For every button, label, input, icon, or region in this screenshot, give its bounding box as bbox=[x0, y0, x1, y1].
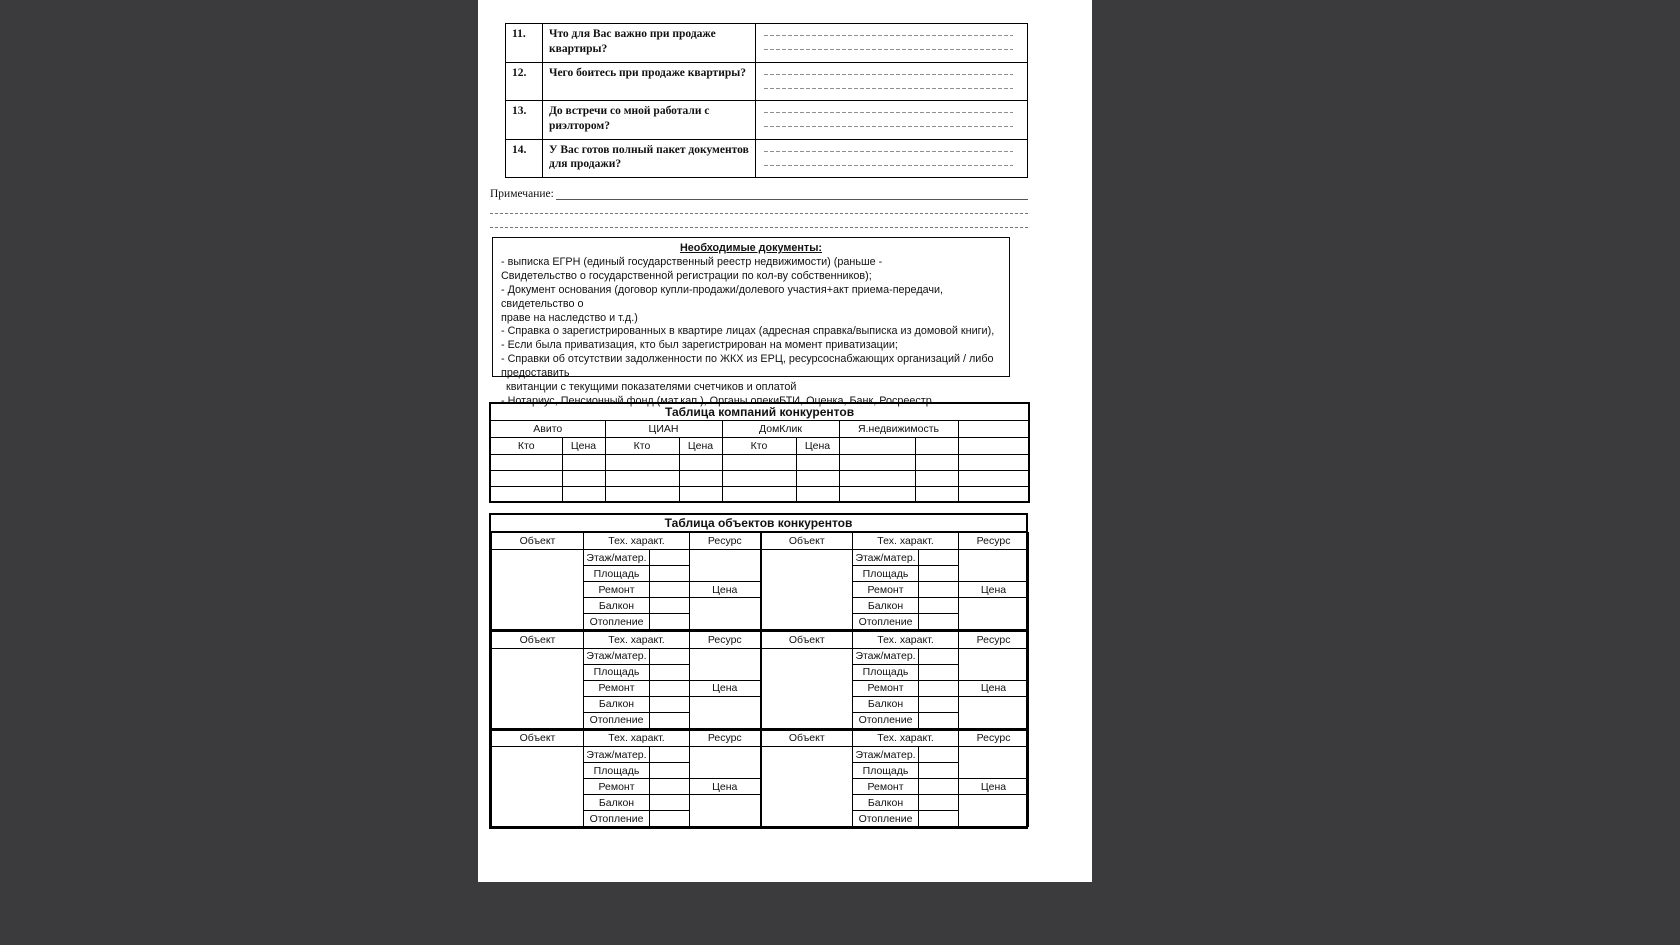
empty-cell bbox=[796, 486, 839, 502]
company-entry-row bbox=[490, 486, 1029, 502]
empty-cell bbox=[679, 454, 722, 470]
value-cell bbox=[919, 680, 959, 696]
companies-table-title: Таблица компаний конкурентов bbox=[490, 403, 1029, 420]
resource-cell bbox=[690, 795, 761, 827]
answer-line bbox=[764, 74, 1013, 75]
empty-cell bbox=[679, 470, 722, 486]
answer-line bbox=[764, 88, 1013, 89]
document-item: - выписка ЕГРН (единый государственный реестр недвижимости) (раньше - bbox=[501, 255, 883, 268]
empty-cell bbox=[839, 470, 915, 486]
tech-row bbox=[492, 747, 1029, 763]
value-cell bbox=[919, 582, 959, 598]
question-text: Что для Вас важно при продаже квартиры? bbox=[543, 24, 756, 63]
competitor-objects-table bbox=[489, 513, 1028, 829]
note-label: Примечание: bbox=[490, 188, 554, 200]
value-cell bbox=[650, 550, 690, 566]
empty-cell bbox=[722, 470, 796, 486]
answer-line bbox=[764, 112, 1013, 113]
row-label-area: Площадь bbox=[853, 566, 919, 582]
object-cell bbox=[761, 550, 853, 630]
object-header: Объект bbox=[492, 730, 584, 747]
tech-row bbox=[492, 648, 1029, 664]
row-label-repair: Ремонт bbox=[853, 680, 919, 696]
row-label-balcony: Балкон bbox=[584, 696, 650, 712]
empty-cell bbox=[915, 486, 958, 502]
value-cell bbox=[650, 712, 690, 728]
resource-cell bbox=[959, 795, 1029, 827]
row-label-floor: Этаж/матер. bbox=[853, 747, 919, 763]
object-header: Объект bbox=[761, 631, 853, 648]
answer-cell bbox=[756, 139, 1028, 178]
row-label-heating: Отопление bbox=[853, 712, 919, 728]
company-header-avito: Авито bbox=[490, 420, 605, 437]
note-write-line bbox=[490, 214, 1028, 228]
row-label-balcony: Балкон bbox=[584, 795, 650, 811]
row-label-area: Площадь bbox=[853, 664, 919, 680]
empty-cell bbox=[958, 486, 1029, 502]
empty-cell bbox=[562, 486, 605, 502]
tech-header: Тех. характ. bbox=[853, 730, 959, 747]
price-header: Цена bbox=[679, 437, 722, 454]
price-cell-label: Цена bbox=[959, 779, 1029, 795]
competitor-companies-table bbox=[489, 402, 1030, 503]
answer-cell bbox=[756, 101, 1028, 140]
object-block-table bbox=[491, 729, 1029, 828]
empty-header-cell bbox=[915, 437, 958, 454]
empty-cell bbox=[958, 470, 1029, 486]
table-title-row bbox=[490, 403, 1029, 420]
empty-cell bbox=[490, 454, 562, 470]
object-header: Объект bbox=[761, 730, 853, 747]
company-header-domclick: ДомКлик bbox=[722, 420, 839, 437]
object-header-row bbox=[492, 533, 1029, 550]
note-row bbox=[490, 186, 1028, 200]
document-item: квитанции с текущими показателями счетчиков и оплатой bbox=[506, 381, 797, 394]
value-cell bbox=[919, 811, 959, 827]
object-cell bbox=[761, 648, 853, 728]
tech-header: Тех. характ. bbox=[584, 533, 690, 550]
resource-header: Ресурс bbox=[959, 533, 1029, 550]
company-entry-row bbox=[490, 470, 1029, 486]
row-label-repair: Ремонт bbox=[853, 582, 919, 598]
answer-line bbox=[764, 49, 1013, 50]
object-header: Объект bbox=[761, 533, 853, 550]
price-header: Цена bbox=[796, 437, 839, 454]
object-cell bbox=[492, 550, 584, 630]
note-write-line bbox=[556, 199, 1028, 200]
who-price-header-row bbox=[490, 437, 1029, 454]
row-label-heating: Отопление bbox=[584, 712, 650, 728]
resource-cell bbox=[959, 747, 1029, 779]
value-cell bbox=[919, 664, 959, 680]
object-block bbox=[491, 532, 1026, 630]
question-row bbox=[506, 24, 1028, 63]
object-cell bbox=[492, 747, 584, 827]
empty-cell bbox=[490, 486, 562, 502]
resource-cell bbox=[690, 550, 761, 582]
question-row bbox=[506, 139, 1028, 178]
value-cell bbox=[650, 598, 690, 614]
row-label-area: Площадь bbox=[584, 763, 650, 779]
value-cell bbox=[650, 582, 690, 598]
row-label-area: Площадь bbox=[853, 763, 919, 779]
value-cell bbox=[919, 712, 959, 728]
row-label-area: Площадь bbox=[584, 566, 650, 582]
resource-header: Ресурс bbox=[690, 730, 761, 747]
answer-line bbox=[764, 151, 1013, 152]
tech-header: Тех. характ. bbox=[584, 730, 690, 747]
empty-cell bbox=[796, 454, 839, 470]
value-cell bbox=[919, 598, 959, 614]
answer-line bbox=[764, 165, 1013, 166]
price-cell-label: Цена bbox=[690, 779, 761, 795]
tech-header: Тех. характ. bbox=[584, 631, 690, 648]
value-cell bbox=[650, 795, 690, 811]
object-header-row bbox=[492, 631, 1029, 648]
empty-cell bbox=[915, 454, 958, 470]
resource-cell bbox=[959, 648, 1029, 680]
documents-box-title: Необходимые документы: bbox=[679, 242, 823, 254]
empty-cell bbox=[915, 470, 958, 486]
row-label-heating: Отопление bbox=[853, 614, 919, 630]
document-item: Свидетельство о государственной регистрации по кол-ву собственников); bbox=[501, 269, 872, 282]
value-cell bbox=[650, 763, 690, 779]
resource-header: Ресурс bbox=[959, 631, 1029, 648]
empty-cell bbox=[605, 454, 679, 470]
question-row bbox=[506, 101, 1028, 140]
value-cell bbox=[919, 566, 959, 582]
resource-cell bbox=[959, 550, 1029, 582]
who-header: Кто bbox=[605, 437, 679, 454]
row-label-balcony: Балкон bbox=[584, 598, 650, 614]
company-header-yandex: Я.недвижимость bbox=[839, 420, 958, 437]
value-cell bbox=[650, 664, 690, 680]
document-item: - Нотариус, Пенсионный фонд (мат.кап.), Органы опекиБТИ, Оценка, Банк, Росреестр bbox=[501, 394, 932, 407]
row-label-area: Площадь bbox=[584, 664, 650, 680]
row-label-balcony: Балкон bbox=[853, 696, 919, 712]
empty-cell bbox=[562, 454, 605, 470]
document-item: - Документ основания (договор купли-продажи/долевого участия+акт приема-передачи, свидетельство о bbox=[501, 283, 944, 310]
answer-cell bbox=[756, 24, 1028, 63]
question-row bbox=[506, 62, 1028, 101]
value-cell bbox=[650, 566, 690, 582]
document-item: - Справки об отсутствии задолженности по ЖКХ из ЕРЦ, ресурсоснабжающих организаций / либо предоставить bbox=[501, 353, 994, 380]
objects-table-title: Таблица объектов конкурентов bbox=[491, 515, 1026, 532]
price-cell-label: Цена bbox=[959, 680, 1029, 696]
company-header-cian: ЦИАН bbox=[605, 420, 722, 437]
tech-row bbox=[492, 550, 1029, 566]
empty-header-cell bbox=[958, 437, 1029, 454]
value-cell bbox=[650, 747, 690, 763]
value-cell bbox=[650, 779, 690, 795]
tech-header: Тех. характ. bbox=[853, 631, 959, 648]
empty-cell bbox=[796, 470, 839, 486]
value-cell bbox=[919, 550, 959, 566]
empty-cell bbox=[605, 470, 679, 486]
empty-cell bbox=[958, 454, 1029, 470]
empty-cell bbox=[605, 486, 679, 502]
questions-table bbox=[505, 23, 1028, 178]
note-write-line bbox=[490, 200, 1028, 214]
row-label-repair: Ремонт bbox=[853, 779, 919, 795]
resource-cell bbox=[690, 696, 761, 728]
value-cell bbox=[919, 614, 959, 630]
object-header-row bbox=[492, 730, 1029, 747]
row-label-floor: Этаж/матер. bbox=[584, 747, 650, 763]
resource-cell bbox=[690, 598, 761, 630]
object-cell bbox=[761, 747, 853, 827]
object-block-table bbox=[491, 532, 1029, 630]
question-text: Чего боитесь при продаже квартиры? bbox=[543, 62, 756, 101]
resource-cell bbox=[959, 696, 1029, 728]
row-label-floor: Этаж/матер. bbox=[584, 550, 650, 566]
empty-cell bbox=[679, 486, 722, 502]
empty-cell bbox=[839, 454, 915, 470]
question-number: 13. bbox=[506, 101, 543, 140]
empty-cell bbox=[722, 454, 796, 470]
value-cell bbox=[650, 648, 690, 664]
question-text: У Вас готов полный пакет документов для продажи? bbox=[543, 139, 756, 178]
object-block-table bbox=[491, 630, 1029, 729]
row-label-repair: Ремонт bbox=[584, 680, 650, 696]
resource-header: Ресурс bbox=[959, 730, 1029, 747]
row-label-heating: Отопление bbox=[853, 811, 919, 827]
empty-cell bbox=[839, 486, 915, 502]
document-page bbox=[478, 0, 1092, 882]
document-item: - Если была приватизация, кто был зарегистрирован на момент приватизации; bbox=[501, 339, 898, 352]
company-group-header-row bbox=[490, 420, 1029, 437]
who-header: Кто bbox=[490, 437, 562, 454]
document-item: - Справка о зарегистрированных в квартире лицах (адресная справка/выписка из домовой книги), bbox=[501, 325, 995, 338]
price-cell-label: Цена bbox=[959, 582, 1029, 598]
value-cell bbox=[650, 811, 690, 827]
object-header: Объект bbox=[492, 533, 584, 550]
empty-cell bbox=[562, 470, 605, 486]
price-header: Цена bbox=[562, 437, 605, 454]
value-cell bbox=[919, 648, 959, 664]
value-cell bbox=[919, 747, 959, 763]
answer-line bbox=[764, 126, 1013, 127]
company-entry-row bbox=[490, 454, 1029, 470]
resource-cell bbox=[959, 598, 1029, 630]
value-cell bbox=[919, 779, 959, 795]
value-cell bbox=[919, 763, 959, 779]
row-label-heating: Отопление bbox=[584, 811, 650, 827]
value-cell bbox=[919, 696, 959, 712]
row-label-floor: Этаж/матер. bbox=[853, 648, 919, 664]
resource-cell bbox=[690, 747, 761, 779]
question-number: 12. bbox=[506, 62, 543, 101]
row-label-repair: Ремонт bbox=[584, 582, 650, 598]
row-label-floor: Этаж/матер. bbox=[853, 550, 919, 566]
resource-cell bbox=[690, 648, 761, 680]
empty-header-cell bbox=[839, 437, 915, 454]
row-label-heating: Отопление bbox=[584, 614, 650, 630]
object-block bbox=[491, 729, 1026, 828]
question-number: 14. bbox=[506, 139, 543, 178]
empty-cell bbox=[722, 486, 796, 502]
row-label-balcony: Балкон bbox=[853, 598, 919, 614]
row-label-floor: Этаж/матер. bbox=[584, 648, 650, 664]
value-cell bbox=[650, 680, 690, 696]
question-number: 11. bbox=[506, 24, 543, 63]
answer-cell bbox=[756, 62, 1028, 101]
value-cell bbox=[650, 614, 690, 630]
object-cell bbox=[492, 648, 584, 728]
resource-header: Ресурс bbox=[690, 631, 761, 648]
value-cell bbox=[919, 795, 959, 811]
row-label-repair: Ремонт bbox=[584, 779, 650, 795]
tech-header: Тех. характ. bbox=[853, 533, 959, 550]
company-header-empty bbox=[958, 420, 1029, 437]
empty-cell bbox=[490, 470, 562, 486]
answer-line bbox=[764, 35, 1013, 36]
required-documents-box bbox=[492, 237, 1010, 407]
object-block bbox=[491, 630, 1026, 729]
question-text: До встречи со мной работали с риэлтором? bbox=[543, 101, 756, 140]
value-cell bbox=[650, 696, 690, 712]
price-cell-label: Цена bbox=[690, 582, 761, 598]
who-header: Кто bbox=[722, 437, 796, 454]
document-item: праве на наследство и т.д.) bbox=[501, 311, 638, 324]
note-section bbox=[490, 186, 1028, 228]
resource-header: Ресурс bbox=[690, 533, 761, 550]
price-cell-label: Цена bbox=[690, 680, 761, 696]
object-header: Объект bbox=[492, 631, 584, 648]
row-label-balcony: Балкон bbox=[853, 795, 919, 811]
